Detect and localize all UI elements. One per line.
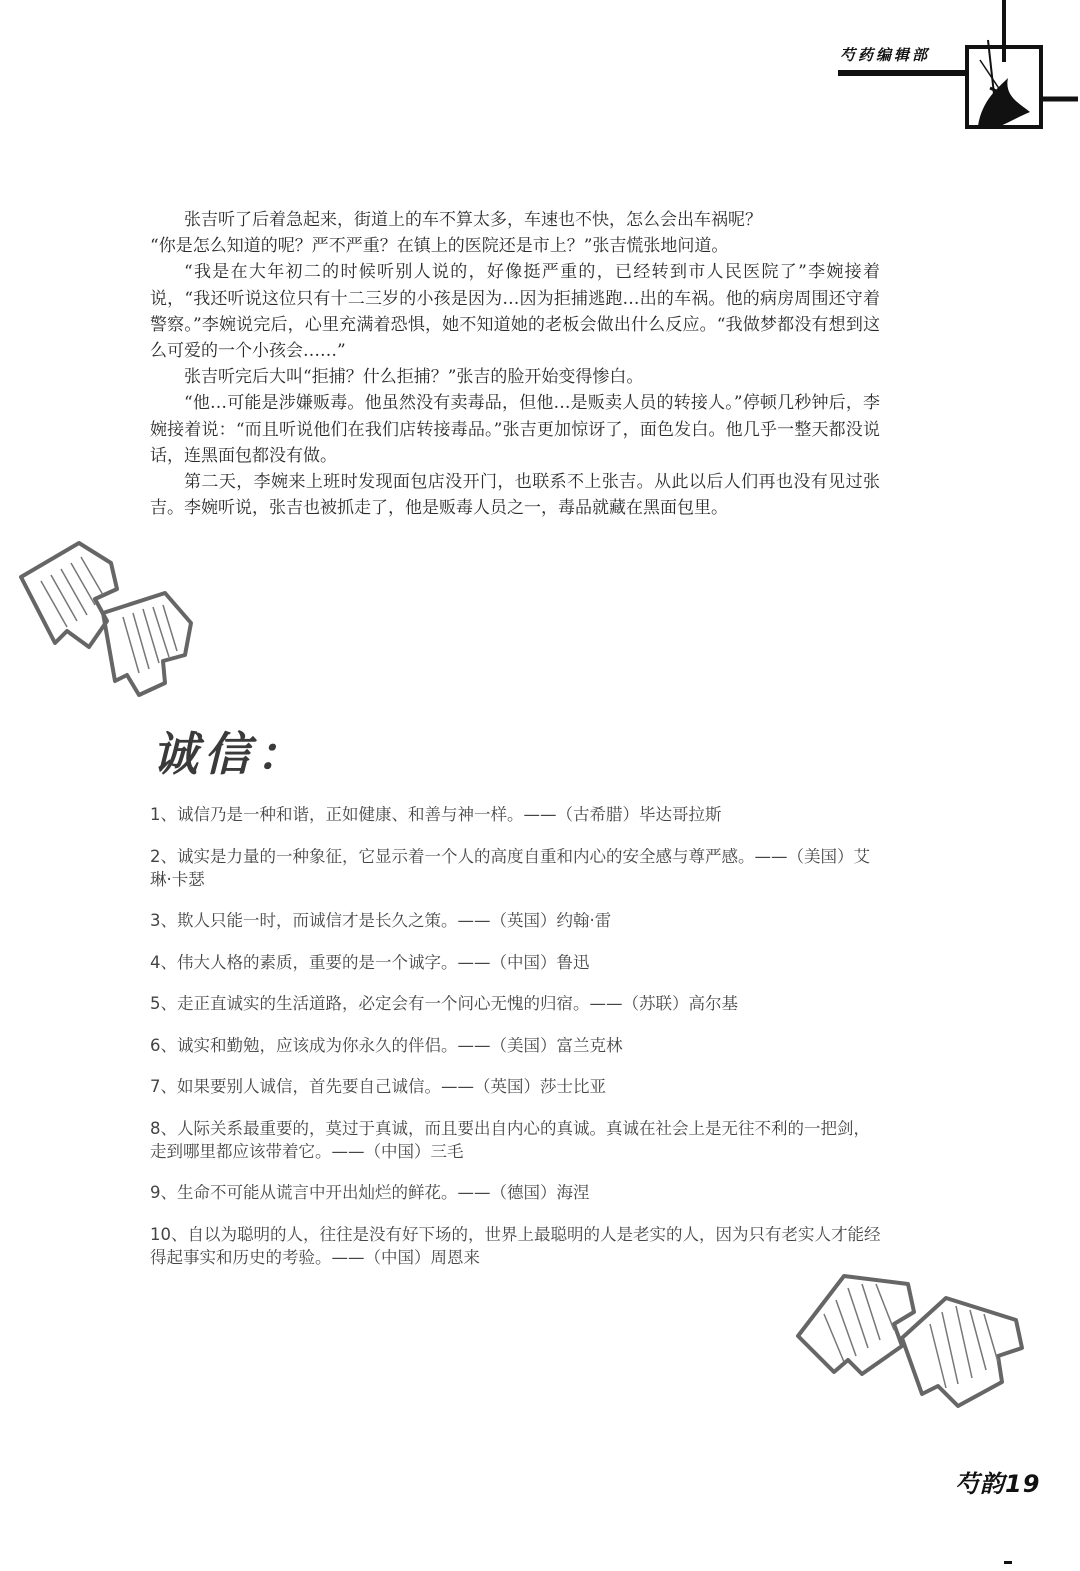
header-rule [838,70,966,76]
page-footer [955,1464,1040,1499]
quote-item: 3、欺人只能一时，而诚信才是长久之策。——（英国）约翰·雷 [150,911,612,930]
page-number: 19 [1005,1470,1041,1498]
story-body [150,207,880,521]
quote-item: 5、走正直诚实的生活道路，必定会有一个问心无愧的归宿。——（苏联）高尔基 [150,994,738,1013]
story-paragraph: 张吉听完后大叫“拒捕？什么拒捕？”张吉的脸开始变得惨白。 [184,367,644,388]
hatched-deco-right [790,1262,1030,1422]
quote-item: 4、伟大人格的素质，重要的是一个诚字。——（中国）鲁迅 [150,952,590,972]
corner-mark [1004,1561,1012,1564]
quote-item: 7、如果要别人诚信，首先要自己诚信。——（英国）莎士比亚 [150,1077,606,1096]
section-heading: 诚信： [152,727,308,781]
header-emblem [960,0,1080,140]
quote-item: 1、诚信乃是一种和谐，正如健康、和善与神一样。——（古希腊）毕达哥拉斯 [150,805,722,824]
footer-magazine: 芍韵 [955,1470,1005,1498]
quote-item: 8、人际关系最重要的，莫过于真诚，而且要出自内心的真诚。真诚在社会上是无往不利的一把剑，走到哪里都应该带着它。——（中国）三毛 [150,1118,870,1161]
story-paragraph: 张吉听了后着急起来，街道上的车不算太多，车速也不快，怎么会出车祸呢？ [184,210,762,230]
story-paragraph: “我是在大年初二的时候听别人说的，好像挺严重的，已经转到市人民医院了”李婉接着说，“我还听说这位只有十二三岁的小孩是因为…因为拒捕逃跑…出的车祸。他的病房周围还守着警察。”李婉说完后，心里充满着恐惧，她不知道她的老板会做出什么反应。“我做梦都没有想到这么可爱的一个小孩会……” [150,262,880,362]
story-paragraph: “他…可能是涉嫌贩毒。他虽然没有卖毒品，但他…是贩卖人员的转接人。”停顿几秒钟后，李婉接着说：“而且听说他们在我们店转接毒品。”张吉更加惊讶了，面色发白。他几乎一整天都没说话，连黑面包都没有做。 [150,393,880,466]
quote-item: 6、诚实和勤勉，应该成为你永久的伴侣。——（美国）富兰克林 [150,1035,623,1055]
quote-item: 9、生命不可能从谎言中开出灿烂的鲜花。——（德国）海涅 [150,1183,590,1202]
quote-item: 2、诚实是力量的一种象征，它显示着一个人的高度自重和内心的安全感与尊严感。——（美国）艾琳·卡瑟 [150,846,870,889]
story-paragraph: “你是怎么知道的呢？严不严重？在镇上的医院还是市上？”张吉慌张地问道。 [150,236,729,257]
header-title: 芍药编辑部 [840,46,931,64]
quote-item: 10、自以为聪明的人，往往是没有好下场的，世界上最聪明的人是老实的人，因为只有老实人才能经得起事实和历史的考验。——（中国）周恩来 [150,1224,881,1267]
hatched-deco-left [15,535,200,705]
story-paragraph: 第二天，李婉来上班时发现面包店没开门，也联系不上张吉。从此以后人们再也没有见过张吉。李婉听说，张吉也被抓走了，他是贩毒人员之一，毒品就藏在黑面包里。 [150,472,880,519]
quote-list [150,803,885,1287]
